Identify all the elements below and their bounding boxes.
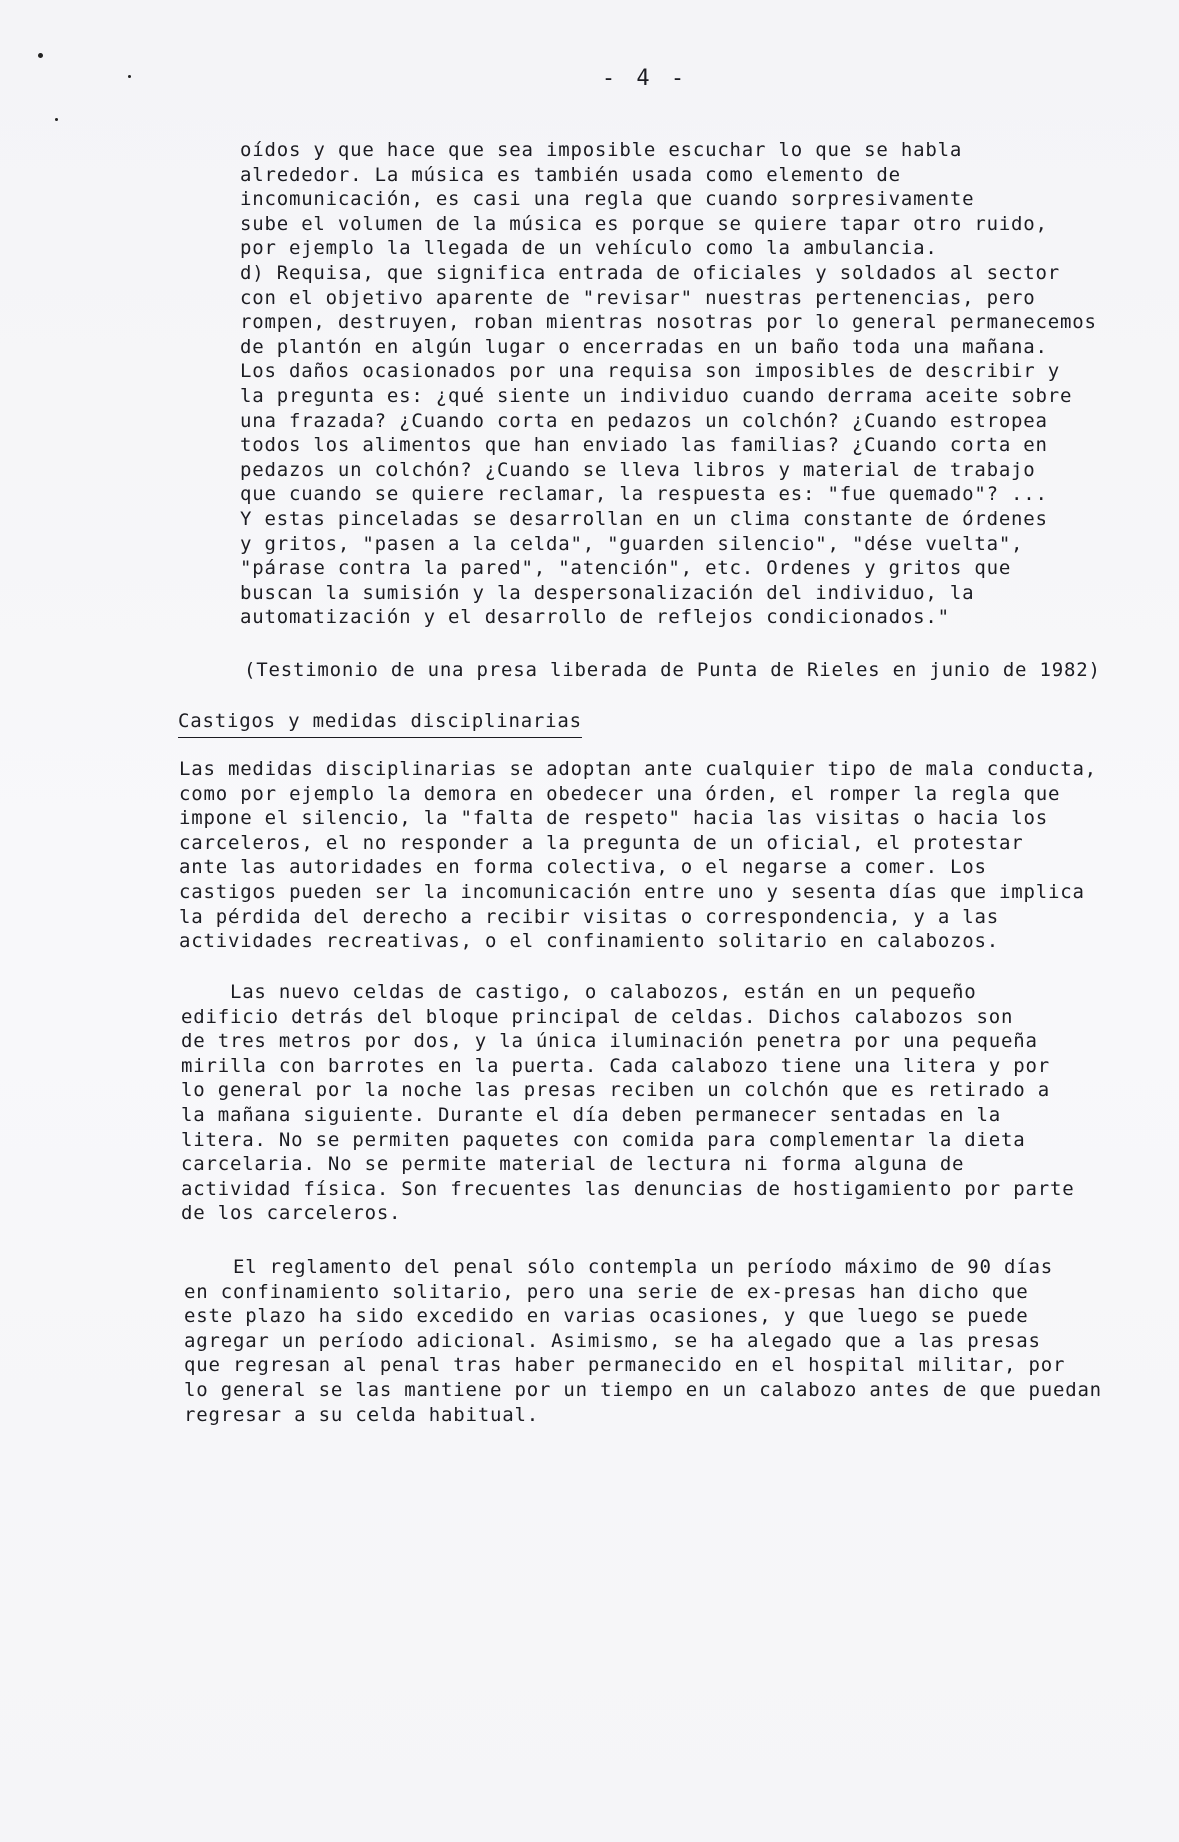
text-line: actividades recreativas, o el confinamiento solitario en calabozos. xyxy=(179,930,1000,953)
text-line: buscan la sumisión y la despersonalización del individuo, la xyxy=(240,581,975,604)
testimony-quote xyxy=(240,138,1097,630)
text-line: pedazos un colchón? ¿Cuando se lleva libros y material de trabajo xyxy=(240,458,1036,481)
text-line: que cuando se quiere reclamar, la respuesta es: "fue quemado"? ... xyxy=(240,483,1048,506)
quote-source: (Testimonio de una presa liberada de Punta de Rieles en junio de 1982) xyxy=(244,659,1101,681)
text-line: una frazada? ¿Cuando corta en pedazos un colchón? ¿Cuando estropea xyxy=(240,409,1048,432)
text-line: carcelaria. No se permite material de lectura ni forma alguna de xyxy=(181,1153,965,1176)
section-heading: Castigos y medidas disciplinarias xyxy=(178,709,582,738)
paragraph-punishment-cells xyxy=(181,980,1074,1226)
scan-speck xyxy=(38,53,43,58)
text-line: lo general se las mantiene por un tiempo en un calabozo antes de que puedan xyxy=(184,1378,1102,1401)
paragraph-disciplinary-measures xyxy=(179,757,1097,954)
text-line: mirilla con barrotes en la puerta. Cada calabozo tiene una litera y por xyxy=(181,1054,1050,1077)
text-line: Los daños ocasionados por una requisa son imposibles de describir y xyxy=(240,360,1061,383)
text-line: de tres metros por dos, y la única iluminación penetra por una pequeña xyxy=(181,1030,1038,1053)
text-line: castigos pueden ser la incomunicación entre uno y sesenta días que implica xyxy=(179,880,1085,903)
text-line: edificio detrás del bloque principal de celdas. Dichos calabozos son xyxy=(181,1005,1014,1028)
text-line: "párase contra la pared", "atención", etc. Ordenes y gritos que xyxy=(240,557,1012,580)
page-number: - 4 - xyxy=(601,66,689,91)
text-line: por ejemplo la llegada de un vehículo como la ambulancia. xyxy=(240,237,938,260)
text-line: que regresan al penal tras haber permanecido en el hospital militar, por xyxy=(184,1354,1066,1377)
text-line: con el objetivo aparente de "revisar" nuestras pertenencias, pero xyxy=(240,286,1036,309)
text-line: alrededor. La música es también usada como elemento de xyxy=(240,163,901,186)
text-line: oídos y que hace que sea imposible escuchar lo que se habla xyxy=(240,139,963,161)
text-line: Y estas pinceladas se desarrollan en un clima constante de órdenes xyxy=(240,507,1048,530)
text-line: lo general por la noche las presas reciben un colchón que es retirado a xyxy=(181,1079,1050,1102)
text-line: la pregunta es: ¿qué siente un individuo cuando derrama aceite sobre xyxy=(240,384,1073,407)
text-line: regresar a su celda habitual. xyxy=(184,1403,539,1426)
text-line: la pérdida del derecho a recibir visitas o correspondencia, y a las xyxy=(179,905,1000,928)
text-line: impone el silencio, la "falta de respeto" hacia las visitas o hacia los xyxy=(179,807,1048,830)
text-line: rompen, destruyen, roban mientras nosotras por lo general permanecemos xyxy=(240,311,1097,334)
text-line: carceleros, el no responder a la pregunta de un oficial, el protestar xyxy=(179,831,1024,854)
scan-speck xyxy=(128,75,131,78)
scan-speck xyxy=(55,118,58,121)
text-line: Las nuevo celdas de castigo, o calabozos, están en un pequeño xyxy=(181,981,977,1003)
text-line: litera. No se permiten paquetes con comida para complementar la dieta xyxy=(181,1128,1026,1151)
text-line: como por ejemplo la demora en obedecer una órden, el romper la regla que xyxy=(179,782,1061,805)
text-line: incomunicación, es casi una regla que cuando sorpresivamente xyxy=(240,188,975,211)
paragraph-solitary-confinement xyxy=(184,1255,1102,1427)
text-line: actividad física. Son frecuentes las denuncias de hostigamiento por parte xyxy=(181,1177,1075,1200)
text-line: en confinamiento solitario, pero una serie de ex-presas han dicho que xyxy=(184,1280,1029,1303)
text-line: y gritos, "pasen a la celda", "guarden silencio", "dése vuelta", xyxy=(240,532,1024,555)
text-line: todos los alimentos que han enviado las familias? ¿Cuando corta en xyxy=(240,434,1048,457)
text-line: d) Requisa, que significa entrada de oficiales y soldados al sector xyxy=(240,261,1061,284)
text-line: ante las autoridades en forma colectiva, o el negarse a comer. Los xyxy=(179,856,987,879)
text-line: de plantón en algún lugar o encerradas en un baño toda una mañana. xyxy=(240,335,1048,358)
text-line: Las medidas disciplinarias se adoptan ante cualquier tipo de mala conducta, xyxy=(179,758,1097,780)
text-line: la mañana siguiente. Durante el día deben permanecer sentadas en la xyxy=(181,1103,1002,1126)
text-line: El reglamento del penal sólo contempla un período máximo de 90 días xyxy=(184,1256,1053,1278)
text-line: sube el volumen de la música es porque se quiere tapar otro ruido, xyxy=(240,212,1048,235)
text-line: de los carceleros. xyxy=(181,1202,402,1225)
text-line: este plazo ha sido excedido en varias ocasiones, y que luego se puede xyxy=(184,1305,1029,1328)
text-line: agregar un período adicional. Asimismo, se ha alegado que a las presas xyxy=(184,1329,1041,1352)
text-line: automatización y el desarrollo de reflejos condicionados." xyxy=(240,606,950,629)
